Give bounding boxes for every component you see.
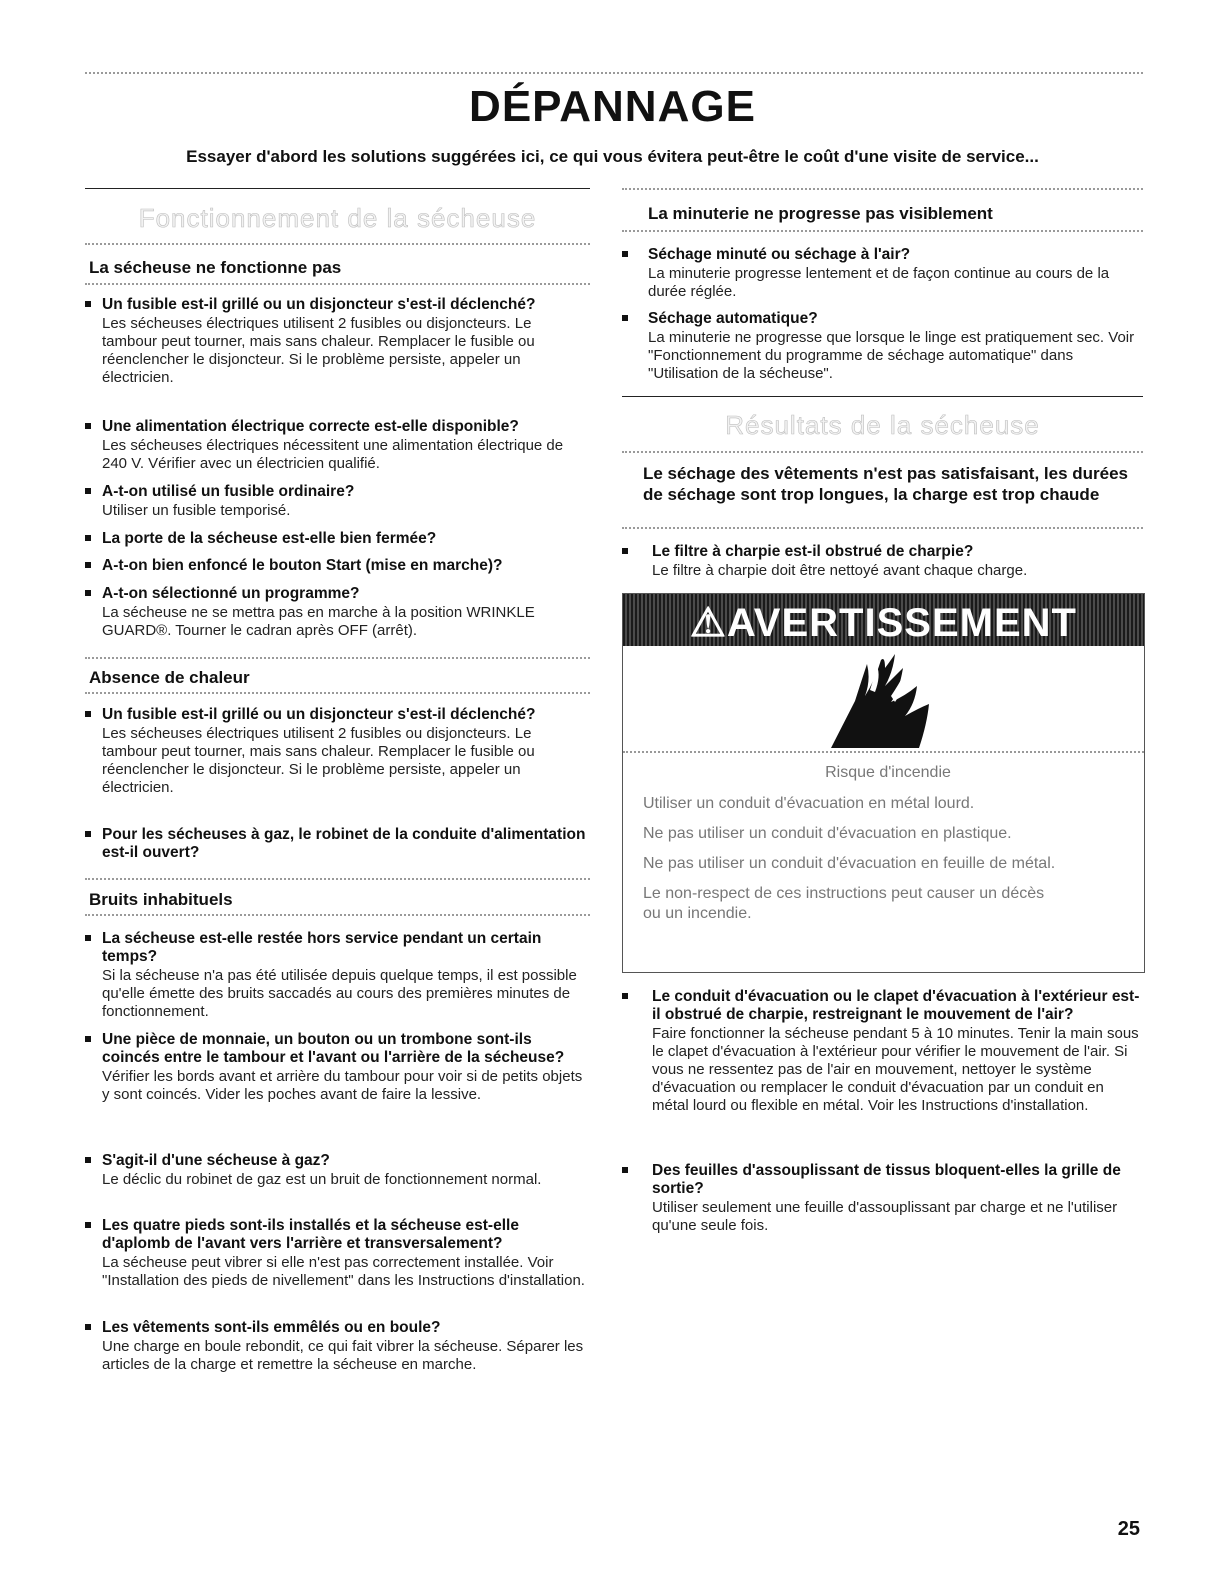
answer: La sécheuse ne se mettra pas en marche à la position WRINKLE GUARD®. Tourner le cadran après OFF (arrêt). bbox=[102, 604, 535, 639]
list-item bbox=[85, 1152, 590, 1189]
bullet-icon bbox=[85, 590, 91, 596]
list-item bbox=[85, 1319, 590, 1374]
answer: Utiliser seulement une feuille d'assouplissant par charge et ne l'utiliser qu'une seule fois. bbox=[652, 1199, 1118, 1234]
bullet-icon bbox=[85, 711, 91, 717]
answer: Le déclic du robinet de gaz est un bruit de fonctionnement normal. bbox=[102, 1171, 542, 1188]
question: Pour les sécheuses à gaz, le robinet de la conduite d'alimentation est-il ouvert? bbox=[102, 826, 586, 861]
page-title: DÉPANNAGE bbox=[469, 82, 756, 131]
answer: Faire fonctionner la sécheuse pendant 5 à 10 minutes. Tenir la main sous le clapet d'évacuation à l'extérieur pour vérifier le mouvement de l'air. Si vous ne ressentez pas de l'air en mouvement, nettoyer le système d'évacuation ou remplacer le conduit d'évacuation par un conduit en métal lourd ou flexible en métal. Voir les Instructions d'installation. bbox=[652, 1025, 1139, 1114]
warning-header bbox=[623, 594, 1144, 646]
bullet-icon bbox=[622, 993, 628, 999]
warning-line: Ne pas utiliser un conduit d'évacuation en plastique. bbox=[643, 825, 1012, 842]
bullet-icon bbox=[85, 562, 91, 568]
warning-header-label bbox=[623, 600, 1144, 646]
question: Une alimentation électrique correcte est-elle disponible? bbox=[102, 418, 519, 435]
list-item bbox=[622, 988, 1143, 1115]
right-section-rule bbox=[622, 396, 1143, 397]
left-section-rule bbox=[85, 188, 590, 189]
bullet-icon bbox=[85, 831, 91, 837]
list-item bbox=[622, 246, 1143, 301]
list-item bbox=[85, 530, 590, 549]
page-number: 25 bbox=[1117, 1518, 1140, 1540]
list-item bbox=[622, 1162, 1143, 1235]
topic-title: Absence de chaleur bbox=[89, 668, 250, 687]
list-item bbox=[85, 826, 590, 863]
topic-title: Bruits inhabituels bbox=[89, 890, 233, 909]
answer: La minuterie ne progresse que lorsque le linge est pratiquement sec. Voir "Fonctionnement du programme de séchage automatique" dans "Utilisation de la sécheuse". bbox=[648, 329, 1135, 382]
hazard-title: Risque d'incendie bbox=[825, 764, 951, 781]
bullet-icon bbox=[85, 423, 91, 429]
divider bbox=[622, 230, 1143, 232]
answer: Le filtre à charpie doit être nettoyé avant chaque charge. bbox=[652, 562, 1028, 579]
divider bbox=[85, 692, 590, 694]
question: Séchage automatique? bbox=[648, 310, 818, 327]
list-item bbox=[85, 706, 590, 797]
divider bbox=[85, 243, 590, 245]
answer: Les sécheuses électriques nécessitent une alimentation électrique de 240 V. Vérifier avec un électricien qualifié. bbox=[102, 437, 564, 472]
question: S'agit-il d'une sécheuse à gaz? bbox=[102, 1152, 330, 1169]
warning-line: Le non-respect de ces instructions peut causer un décès ou un incendie. bbox=[643, 885, 1045, 922]
divider bbox=[85, 657, 590, 659]
answer: Les sécheuses électriques utilisent 2 fusibles ou disjoncteurs. Le tambour peut tourner, mais sans chaleur. Remplacer le fusible ou réenclencher le disjoncteur. Si le problème persiste, appeler un électricien. bbox=[102, 315, 535, 386]
bullet-icon bbox=[85, 1036, 91, 1042]
bullet-icon bbox=[622, 548, 628, 554]
question: Un fusible est-il grillé ou un disjoncteur s'est-il déclenché? bbox=[102, 296, 536, 313]
bullet-icon bbox=[85, 301, 91, 307]
bullet-icon bbox=[85, 535, 91, 541]
list-item bbox=[85, 557, 590, 576]
divider bbox=[622, 527, 1143, 529]
answer: Vérifier les bords avant et arrière du tambour pour voir si de petits objets y sont coincés. Vider les poches avant de faire la lessive. bbox=[102, 1068, 583, 1103]
list-item bbox=[85, 585, 590, 640]
question: Le conduit d'évacuation ou le clapet d'évacuation à l'extérieur est-il obstrué de charpie, restreignant le mouvement de l'air? bbox=[652, 988, 1140, 1023]
bullet-icon bbox=[622, 251, 628, 257]
question: Des feuilles d'assouplissant de tissus bloquent-elles la grille de sortie? bbox=[652, 1162, 1121, 1197]
list-item bbox=[622, 310, 1143, 383]
bullet-icon bbox=[85, 1157, 91, 1163]
bullet-icon bbox=[85, 935, 91, 941]
question: A-t-on bien enfoncé le bouton Start (mise en marche)? bbox=[102, 557, 503, 574]
list-item bbox=[85, 483, 590, 520]
answer: La sécheuse peut vibrer si elle n'est pas correctement installée. Voir "Installation des pieds de nivellement" dans les Instructions d'installation. bbox=[102, 1254, 585, 1289]
question: La sécheuse est-elle restée hors service pendant un certain temps? bbox=[102, 930, 542, 965]
bullet-icon bbox=[622, 1167, 628, 1173]
bullet-icon bbox=[85, 1222, 91, 1228]
warning-icon-area bbox=[623, 646, 1144, 753]
list-item bbox=[85, 1217, 590, 1290]
topic-title: Le séchage des vêtements n'est pas satisfaisant, les durées de séchage sont trop longues, la charge est trop chaude bbox=[643, 464, 1128, 504]
question: Les vêtements sont-ils emmêlés ou en boule? bbox=[102, 1319, 441, 1336]
question: Le filtre à charpie est-il obstrué de charpie? bbox=[652, 543, 974, 560]
warning-line: Ne pas utiliser un conduit d'évacuation en feuille de métal. bbox=[643, 855, 1056, 872]
question: A-t-on sélectionné un programme? bbox=[102, 585, 360, 602]
answer: Les sécheuses électriques utilisent 2 fusibles ou disjoncteurs. Le tambour peut tourner, mais sans chaleur. Remplacer le fusible ou réenclencher le disjoncteur. Si le problème persiste, appeler un électricien. bbox=[102, 725, 535, 796]
warning-triangle-icon: ⚠ bbox=[690, 601, 727, 645]
list-item bbox=[85, 930, 590, 1021]
top-rule bbox=[85, 72, 1143, 74]
list-item bbox=[85, 418, 590, 473]
section-title-fonctionnement: Fonctionnement de la sécheuse bbox=[138, 203, 537, 233]
question: Séchage minuté ou séchage à l'air? bbox=[648, 246, 911, 263]
answer: Si la sécheuse n'a pas été utilisée depuis quelque temps, il est possible qu'elle émette des bruits saccadés au cours des premières minutes de fonctionnement. bbox=[102, 967, 577, 1020]
list-item bbox=[85, 1031, 590, 1104]
section-title-resultats: Résultats de la sécheuse bbox=[725, 410, 1040, 440]
topic-title: La sécheuse ne fonctionne pas bbox=[89, 258, 342, 277]
warning-box bbox=[622, 593, 1145, 973]
bullet-icon bbox=[85, 488, 91, 494]
warning-header-text: AVERTISSEMENT bbox=[726, 601, 1077, 645]
divider bbox=[85, 283, 590, 285]
warning-body bbox=[643, 764, 1133, 934]
list-item bbox=[85, 296, 590, 387]
answer: Une charge en boule rebondit, ce qui fait vibrer la sécheuse. Séparer les articles de la charge et remettre la sécheuse en marche. bbox=[102, 1338, 584, 1373]
page-subtitle: Essayer d'abord les solutions suggérées ici, ce qui vous évitera peut-être le coût d'une visite de service... bbox=[186, 147, 1039, 166]
divider bbox=[85, 914, 590, 916]
bullet-icon bbox=[622, 315, 628, 321]
answer: La minuterie progresse lentement et de façon continue au cours de la durée réglée. bbox=[648, 265, 1110, 300]
question: Les quatre pieds sont-ils installés et la sécheuse est-elle d'aplomb de l'avant vers l'arrière et transversalement? bbox=[102, 1217, 519, 1252]
question: A-t-on utilisé un fusible ordinaire? bbox=[102, 483, 355, 500]
divider bbox=[85, 878, 590, 880]
topic-title: La minuterie ne progresse pas visiblement bbox=[648, 204, 993, 223]
divider bbox=[622, 451, 1143, 453]
question: La porte de la sécheuse est-elle bien fermée? bbox=[102, 530, 437, 547]
answer: Utiliser un fusible temporisé. bbox=[102, 502, 291, 519]
warning-line: Utiliser un conduit d'évacuation en métal lourd. bbox=[643, 795, 975, 812]
divider bbox=[622, 188, 1143, 190]
question: Une pièce de monnaie, un bouton ou un trombone sont-ils coincés entre le tambour et l'avant ou l'arrière de la sécheuse? bbox=[102, 1031, 565, 1066]
fire-icon bbox=[623, 646, 1144, 751]
list-item bbox=[622, 543, 1143, 580]
bullet-icon bbox=[85, 1324, 91, 1330]
question: Un fusible est-il grillé ou un disjoncteur s'est-il déclenché? bbox=[102, 706, 536, 723]
